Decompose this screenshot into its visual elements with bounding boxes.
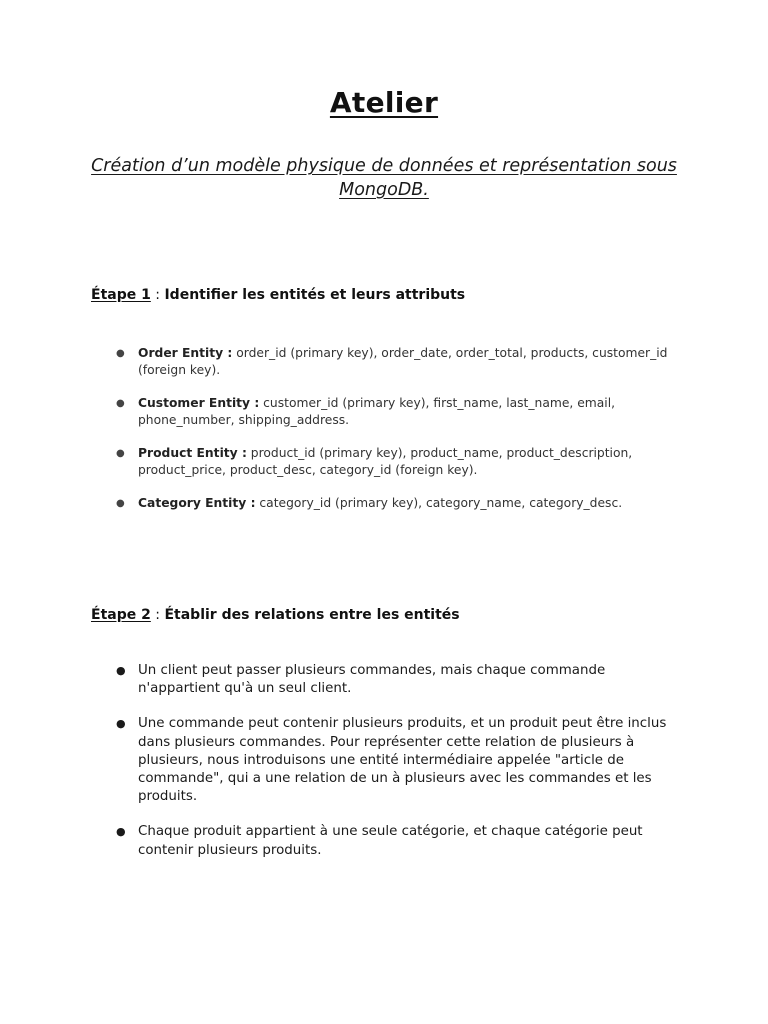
list-item-product-entity [116,445,678,479]
page-title: Atelier [329,86,439,119]
bullet-dot-icon: ● [116,717,126,731]
list-item [116,715,678,806]
list-item-category-entity [116,495,678,512]
relation-list [116,662,678,877]
bullet-dot-icon: ● [116,398,125,409]
list-item [116,823,678,859]
entity-attributes: order_id (primary key), order_date, order_total, products, customer_id (foreign key). [138,346,668,377]
relation-text: Un client peut passer plusieurs commandes, mais chaque commande n'appartient qu'à un seul client. [138,663,606,697]
step2-title: Établir des relations entre les entités [164,607,460,623]
entity-attributes: category_id (primary key), category_name, category_desc. [255,496,623,510]
entity-attributes: customer_id (primary key), first_name, last_name, email, phone_number, shipping_address. [138,396,616,427]
step2-heading [91,607,460,623]
bullet-dot-icon: ● [116,664,126,677]
step2-separator: : [150,607,165,623]
step1-title: Identifier les entités et leurs attributs [164,287,466,303]
bullet-dot-icon: ● [116,448,125,459]
bullet-dot-icon: ● [116,825,126,839]
entity-name: Category Entity : [138,496,256,510]
entity-attributes: product_id (primary key), product_name, product_description, product_price, product_desc, category_id (foreign key). [138,446,633,477]
list-item [116,662,678,698]
relation-text: Une commande peut contenir plusieurs produits, et un produit peut être inclus dans plusieurs commandes. Pour représenter cette relation de plusieurs à plusieurs, nous introduisons une entité intermédiaire appelée "article de commande", qui a une relation de un à plusieurs avec les commandes et les produits. [138,716,667,805]
entity-name: Order Entity : [138,346,233,360]
relation-text: Chaque produit appartient à une seule catégorie, et chaque catégorie peut contenir plusieurs produits. [138,824,643,858]
step1-label: Étape 1 [91,287,151,303]
bullet-dot-icon: ● [116,498,125,509]
list-item-customer-entity [116,395,678,429]
bullet-dot-icon: ● [116,348,125,359]
page-subtitle: Création d’un modèle physique de données et représentation sous MongoDB. [91,156,677,200]
step1-separator: : [150,287,165,303]
entity-name: Customer Entity : [138,396,260,410]
step2-label: Étape 2 [91,607,151,623]
step1-heading [91,287,465,303]
list-item-order-entity [116,345,678,379]
entity-list [116,345,678,528]
entity-name: Product Entity : [138,446,247,460]
